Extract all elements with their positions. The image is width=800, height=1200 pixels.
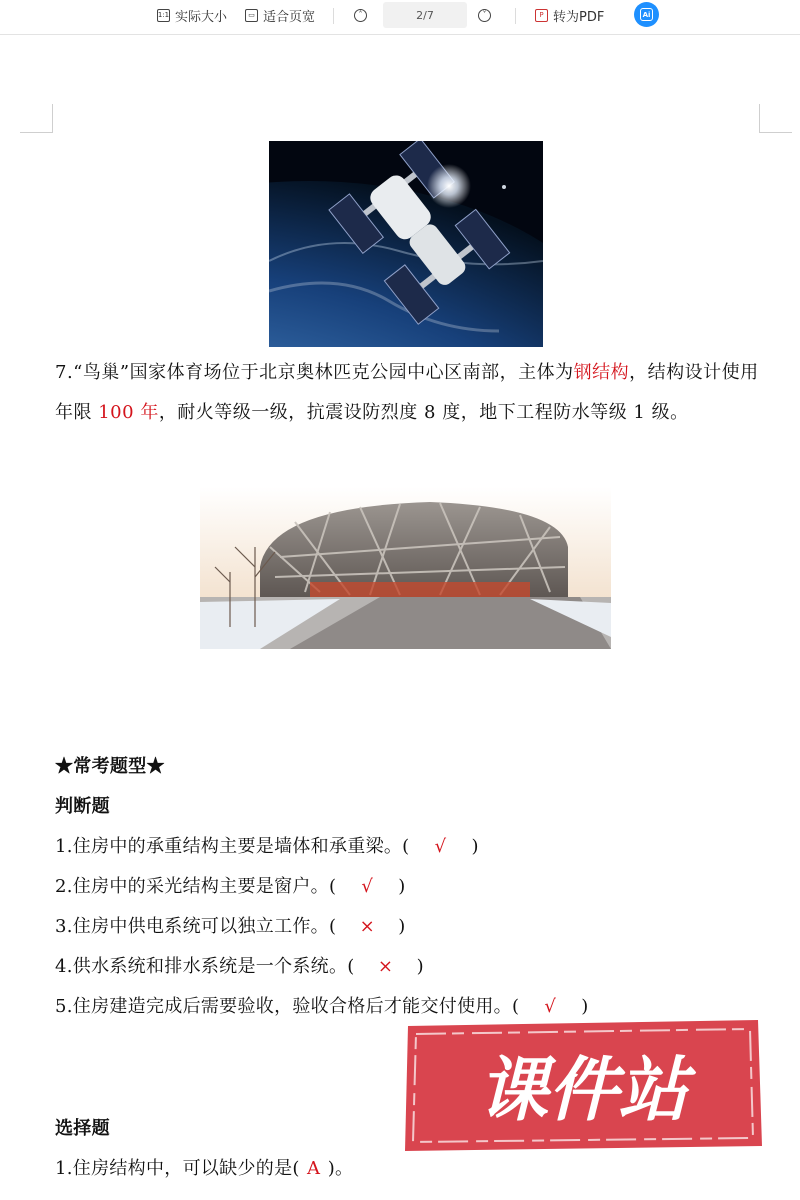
close-paren: )	[471, 836, 479, 857]
birds-nest-stadium-image	[200, 487, 611, 649]
answer-letter: A	[307, 1158, 321, 1179]
convert-pdf-button[interactable]	[535, 0, 604, 30]
convert-pdf-label: 转为PDF	[553, 9, 605, 25]
answer-check-mark: √	[544, 996, 557, 1017]
close-paren: )。	[327, 1158, 354, 1179]
item-7-text: ，耐火等级一级，抗震设防烈度 8 度，地下工程防水等级 1 级。	[158, 402, 689, 423]
previous-page-button[interactable]	[354, 0, 367, 30]
fit-width-icon: ▭	[245, 9, 258, 22]
question-text: 5.住房建造完成后需要验收，验收合格后才能交付使用。(	[55, 996, 520, 1017]
choice-item	[55, 1154, 353, 1180]
next-page-button[interactable]	[478, 0, 491, 30]
actual-size-label: 实际大小	[175, 9, 228, 25]
question-text: 4.供水系统和排水系统是一个系统。(	[55, 956, 355, 977]
item-7-text: 7.“鸟巢”国家体育场位于北京奥林匹克公园中心区南部，主体为	[55, 362, 574, 383]
answer-check-mark: √	[434, 836, 447, 857]
judgement-item	[55, 912, 406, 938]
toolbar-divider	[515, 8, 516, 24]
close-paren: )	[416, 956, 424, 977]
close-paren: )	[581, 996, 589, 1017]
judgement-item	[55, 992, 589, 1018]
judgement-item	[55, 872, 406, 898]
answer-cross-mark: ×	[359, 916, 375, 937]
page-corner-mark	[759, 104, 792, 133]
watermark-stamp	[402, 1018, 764, 1153]
question-text: 2.住房中的采光结构主要是窗户。(	[55, 876, 337, 897]
question-text: 3.住房中供电系统可以独立工作。(	[55, 916, 337, 937]
actual-size-button[interactable]	[157, 0, 227, 30]
toolbar-divider	[333, 8, 334, 24]
actual-size-icon: 1:1	[157, 9, 170, 22]
choice-title: 选择题	[55, 1118, 110, 1139]
item-7-text: ，结构设计使用年限	[55, 362, 759, 423]
highlight-100-years: 100 年	[98, 402, 159, 423]
page-indicator[interactable]: 2/7	[383, 2, 467, 28]
close-paren: )	[398, 916, 406, 937]
page-corner-mark	[20, 104, 53, 133]
question-text: 1.住房中的承重结构主要是墙体和承重梁。(	[55, 836, 410, 857]
close-paren: )	[398, 876, 406, 897]
section-title: ★常考题型★	[55, 756, 165, 777]
viewer-toolbar	[0, 0, 800, 35]
answer-cross-mark: ×	[377, 956, 394, 977]
watermark-text: 课件站	[478, 1049, 688, 1131]
item-7-paragraph	[55, 353, 765, 433]
fit-width-button[interactable]	[245, 0, 315, 30]
space-station-image	[269, 141, 543, 347]
highlight-steel-structure: 钢结构	[573, 362, 630, 383]
judgement-title: 判断题	[55, 796, 110, 817]
ai-icon: Ai	[640, 8, 653, 21]
fit-width-label: 适合页宽	[263, 9, 316, 25]
judgement-item	[55, 832, 479, 858]
question-text: 1.住房结构中，可以缺少的是(	[55, 1158, 300, 1179]
pdf-icon: P	[535, 9, 548, 22]
judgement-item	[55, 952, 424, 978]
chevron-down-icon: ˅	[478, 9, 491, 22]
answer-check-mark: √	[361, 876, 374, 897]
chevron-up-icon: ˄	[354, 9, 367, 22]
ai-assistant-button[interactable]	[634, 2, 659, 27]
